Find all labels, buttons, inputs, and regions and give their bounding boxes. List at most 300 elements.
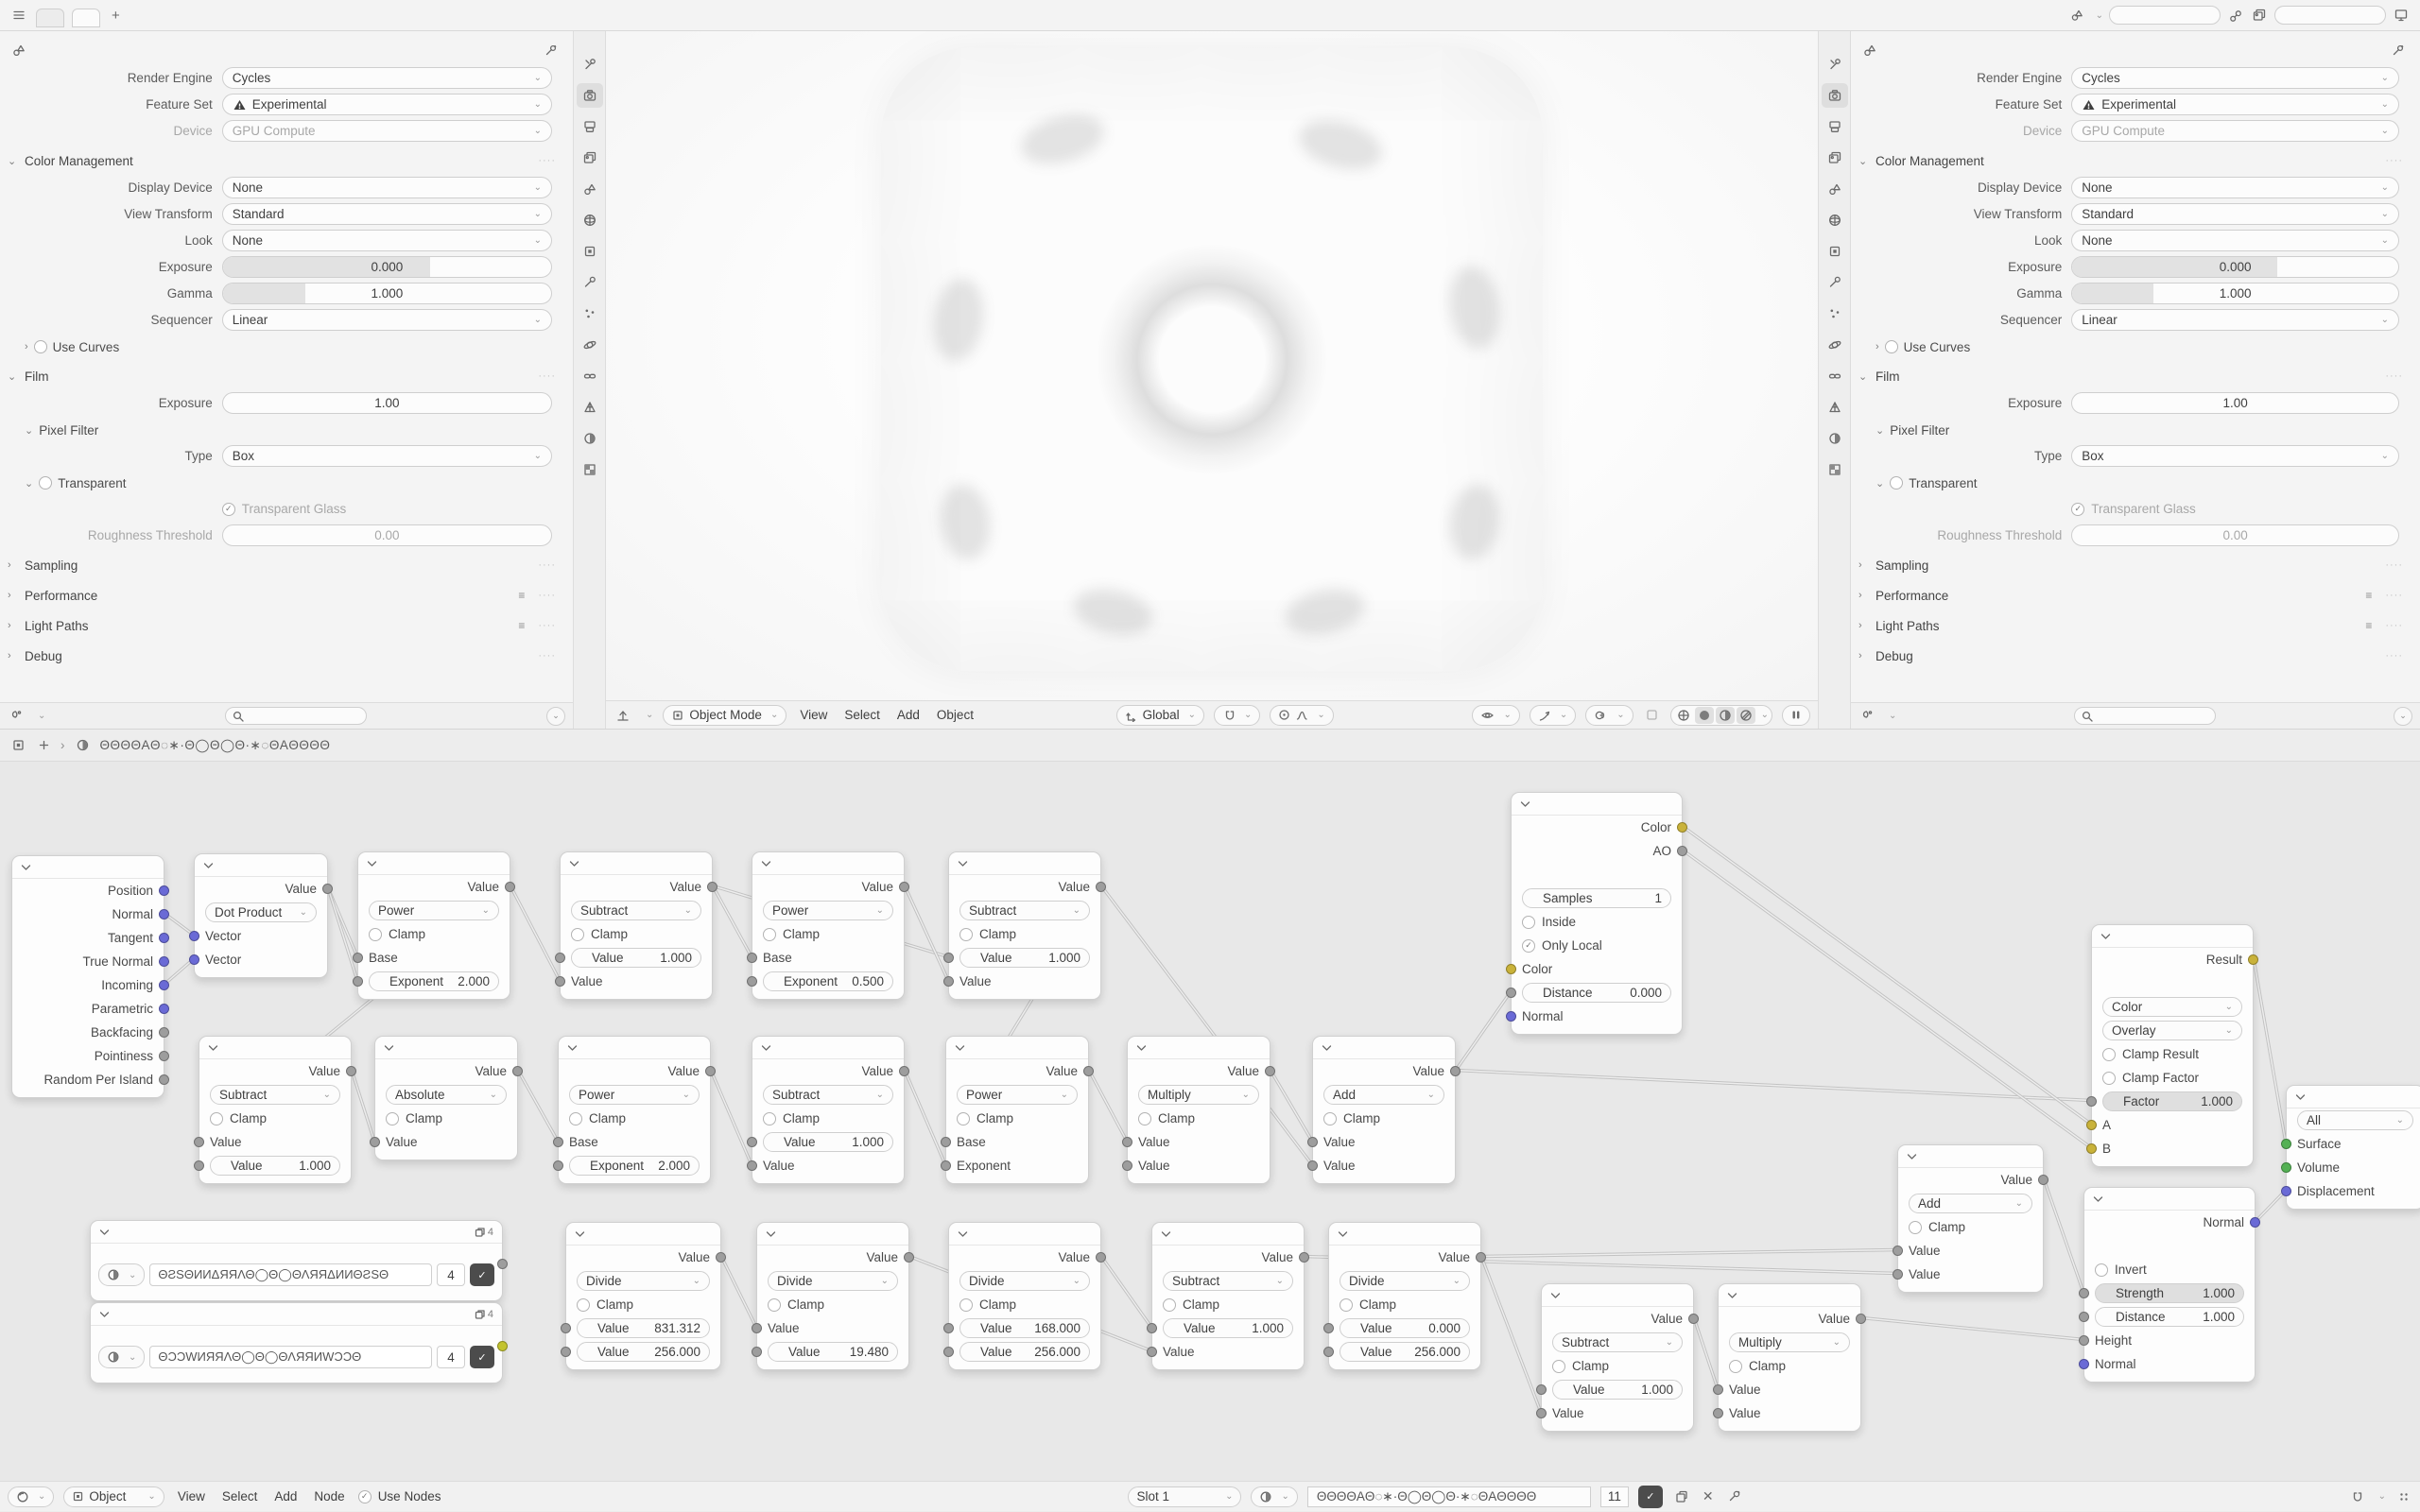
input-socket-value[interactable] [561, 1347, 571, 1357]
operation-select[interactable]: Power ⌄ [957, 1085, 1078, 1105]
clamp-checkbox[interactable]: Clamp [1340, 1297, 1396, 1312]
list-icon[interactable]: ≡ [2365, 619, 2373, 632]
value-value-field[interactable]: Value 256.000 [577, 1342, 710, 1362]
exposure-slider[interactable]: 1.00 [222, 392, 552, 414]
properties-tab-data[interactable] [1822, 395, 1848, 420]
output-socket-value[interactable] [512, 1066, 523, 1076]
feature-set-select[interactable]: Experimental ⌄ [2071, 94, 2399, 115]
output-socket-value[interactable] [1083, 1066, 1094, 1076]
output-socket-value[interactable] [1476, 1252, 1486, 1263]
math-node-power[interactable] [357, 851, 510, 1000]
math-node-divide[interactable] [1328, 1222, 1481, 1370]
properties-tab-view-layer[interactable] [577, 146, 603, 170]
input-socket-height[interactable] [2079, 1335, 2089, 1346]
operation-select[interactable]: Subtract ⌄ [571, 901, 701, 920]
output-socket-pointiness[interactable] [159, 1051, 169, 1061]
drag-dots-icon[interactable]: ···· [538, 590, 556, 601]
clamp-checkbox[interactable]: Clamp [577, 1297, 633, 1312]
drag-dots-icon[interactable]: ···· [2385, 370, 2403, 382]
operation-select[interactable]: Overlay ⌄ [2102, 1021, 2242, 1040]
material-output-node[interactable] [2286, 1085, 2420, 1210]
output-socket-value[interactable] [716, 1252, 726, 1263]
view-layer-name-field[interactable] [2274, 6, 2386, 25]
input-socket-base[interactable] [353, 953, 363, 963]
output-socket-value[interactable] [1688, 1314, 1699, 1324]
input-socket-base[interactable] [747, 953, 757, 963]
menu-select[interactable]: Select [844, 708, 880, 722]
input-socket-base[interactable] [941, 1137, 951, 1147]
node-header[interactable] [752, 852, 904, 875]
input-socket-value[interactable] [1713, 1408, 1723, 1418]
output-socket-ao[interactable] [1677, 846, 1687, 856]
operation-select[interactable]: Power ⌄ [763, 901, 893, 920]
subsection-pixel-filter[interactable]: ⌄ Pixel Filter [25, 422, 99, 438]
properties-tab-constraints[interactable] [577, 364, 603, 388]
node-header[interactable] [1152, 1223, 1304, 1246]
drag-dots-icon[interactable]: ···· [2385, 559, 2403, 571]
node-header[interactable] [2092, 925, 2253, 948]
look-select[interactable]: None ⌄ [222, 230, 552, 251]
math-node-multiply[interactable] [1718, 1283, 1861, 1432]
drag-dots-icon[interactable]: ···· [2385, 590, 2403, 601]
output-socket-value[interactable] [505, 882, 515, 892]
menu-object[interactable]: Object [936, 708, 974, 722]
exponent-value-field[interactable]: Exponent 2.000 [369, 971, 499, 991]
display-device-select[interactable]: None ⌄ [222, 177, 552, 198]
viewport-canvas[interactable] [606, 31, 1818, 700]
editor-type-icon[interactable] [1858, 707, 1877, 726]
use-curves-checkbox[interactable] [1885, 340, 1898, 353]
ambient-occlusion-node[interactable] [1511, 792, 1683, 1035]
overlays-button[interactable]: ⌄ [1585, 705, 1633, 726]
exposure-slider[interactable]: 1.00 [2071, 392, 2399, 414]
clamp-checkbox[interactable]: Clamp [1552, 1359, 1609, 1373]
input-socket-distance[interactable] [1506, 988, 1516, 998]
device-select[interactable]: GPU Compute ⌄ [2071, 120, 2399, 142]
drag-dots-icon[interactable]: ···· [538, 650, 556, 662]
value-value-field[interactable]: Value 1.000 [210, 1156, 340, 1176]
workspace-tab-1[interactable] [36, 9, 64, 27]
properties-search-input[interactable] [2074, 707, 2216, 725]
properties-tab-world[interactable] [1822, 208, 1848, 232]
output-socket-value[interactable] [1096, 882, 1106, 892]
look-select[interactable]: None ⌄ [2071, 230, 2399, 251]
clamp-checkbox[interactable]: Clamp [959, 927, 1016, 941]
only-local-checkbox[interactable]: ✓ Only Local [1522, 938, 1602, 953]
render-engine-select[interactable]: Cycles ⌄ [222, 67, 552, 89]
clamp-result-checkbox[interactable]: Clamp Result [2102, 1047, 2199, 1061]
clamp-checkbox[interactable]: Clamp [210, 1111, 267, 1125]
clamp-checkbox[interactable]: Clamp [763, 1111, 820, 1125]
copy-material-button[interactable] [1672, 1487, 1691, 1506]
output-socket-random-per-island[interactable] [159, 1074, 169, 1085]
output-socket-parametric[interactable] [159, 1004, 169, 1014]
node-header[interactable] [199, 1037, 351, 1059]
options-chevron-button[interactable]: ⌄ [546, 707, 565, 726]
value-value-field[interactable]: Value 168.000 [959, 1318, 1090, 1338]
input-socket-value[interactable] [752, 1323, 762, 1333]
add-workspace-button[interactable]: + [112, 7, 120, 24]
input-socket-value[interactable] [752, 1347, 762, 1357]
slot-select[interactable]: Slot 1 ⌄ [1128, 1486, 1241, 1507]
exposure-slider[interactable]: 0.000 [222, 256, 552, 278]
input-socket-value[interactable] [1307, 1137, 1318, 1147]
view-transform-select[interactable]: Standard ⌄ [2071, 203, 2399, 225]
output-socket-color[interactable] [1677, 822, 1687, 833]
node-header[interactable] [375, 1037, 517, 1059]
editor-type-chevron-icon[interactable]: ⌄ [1889, 711, 1897, 721]
input-socket-strength[interactable] [2079, 1288, 2089, 1298]
material-name-field[interactable]: ΘΘΘΘAΘ◌∗·Θ◯Θ◯Θ·∗◌ΘAΘΘΘΘ [1307, 1486, 1591, 1507]
node-header[interactable] [1898, 1145, 2043, 1168]
input-socket-normal[interactable] [2079, 1359, 2089, 1369]
node-header[interactable] [1512, 793, 1682, 816]
clamp-checkbox[interactable]: Clamp [1909, 1220, 1965, 1234]
input-socket-value[interactable] [1536, 1384, 1547, 1395]
input-socket-volume[interactable] [2281, 1162, 2291, 1173]
math-node-subtract[interactable] [1541, 1283, 1694, 1432]
math-node-divide[interactable] [756, 1222, 909, 1370]
invert-checkbox[interactable]: Invert [2095, 1263, 2147, 1277]
menu-select[interactable]: Select [221, 1489, 258, 1503]
use-nodes-checkbox[interactable]: ✓ Use Nodes [358, 1489, 441, 1503]
use-curves-checkbox[interactable] [34, 340, 47, 353]
transparent-checkbox[interactable] [1890, 476, 1903, 490]
section-sampling[interactable]: › Sampling ···· [1858, 558, 2403, 573]
node-canvas[interactable] [0, 762, 2420, 1481]
sequencer-select[interactable]: Linear ⌄ [222, 309, 552, 331]
menu-icon[interactable] [9, 6, 28, 25]
value-value-field[interactable]: Value 1.000 [571, 948, 701, 968]
input-socket-value[interactable] [1323, 1347, 1334, 1357]
material-users-count[interactable]: 11 [1600, 1486, 1629, 1507]
geometry-node[interactable] [11, 855, 164, 1098]
node-header[interactable] [1313, 1037, 1455, 1059]
display-icon[interactable] [2392, 6, 2411, 25]
properties-tab-render[interactable] [1822, 83, 1848, 108]
drag-dots-icon[interactable]: ···· [2385, 620, 2403, 631]
input-socket-a[interactable] [2086, 1120, 2097, 1130]
datablock-name-field[interactable]: ΘƧSΘИИΔЯЯΛΘ◯Θ◯ΘΛЯЯΔИИΘƧSΘ [149, 1263, 432, 1286]
properties-tab-texture[interactable] [1822, 457, 1848, 482]
output-socket-backfacing[interactable] [159, 1027, 169, 1038]
shader-type-select[interactable]: Object ⌄ [63, 1486, 164, 1507]
clamp-factor-checkbox[interactable]: Clamp Factor [2102, 1071, 2199, 1085]
drag-dots-icon[interactable]: ···· [2385, 650, 2403, 662]
datablock-node[interactable] [90, 1220, 503, 1301]
input-socket-value[interactable] [943, 1323, 954, 1333]
input-socket-distance[interactable] [2079, 1312, 2089, 1322]
exponent-value-field[interactable]: Exponent 0.500 [763, 971, 893, 991]
pin-icon[interactable] [542, 42, 560, 60]
list-icon[interactable]: ≡ [2365, 589, 2373, 602]
properties-tab-scene[interactable] [577, 177, 603, 201]
subsection-pixel-filter[interactable]: ⌄ Pixel Filter [1876, 422, 1950, 438]
section-film[interactable]: ⌄ Film ···· [1858, 369, 2403, 384]
output-socket-value[interactable] [1265, 1066, 1275, 1076]
math-node-power[interactable] [945, 1036, 1089, 1184]
operation-select[interactable]: Add ⌄ [1323, 1085, 1444, 1105]
value-value-field[interactable]: Value 831.312 [577, 1318, 710, 1338]
output-socket[interactable] [497, 1259, 508, 1269]
output-socket-normal[interactable] [2250, 1217, 2260, 1228]
bump-node[interactable] [2083, 1187, 2256, 1383]
shading-solid-button[interactable] [1695, 707, 1714, 724]
roughness-threshold-slider[interactable]: 0.00 [222, 524, 552, 546]
drag-dots-icon[interactable]: ···· [538, 370, 556, 382]
menu-add[interactable]: Add [274, 1489, 298, 1503]
output-socket-value[interactable] [322, 884, 333, 894]
distance-value-field[interactable]: Distance 1.000 [2095, 1307, 2244, 1327]
shading-material-button[interactable] [1716, 707, 1735, 724]
node-header[interactable] [2084, 1188, 2255, 1211]
gamma-slider[interactable]: 1.000 [2071, 283, 2399, 304]
shading-chevron-icon[interactable]: ⌄ [1760, 710, 1769, 720]
node-header[interactable] [12, 856, 164, 879]
clamp-checkbox[interactable]: Clamp [1323, 1111, 1380, 1125]
math-node-add[interactable] [1897, 1144, 2044, 1293]
add-node-tree-icon[interactable] [36, 737, 52, 753]
node-header[interactable] [757, 1223, 908, 1246]
input-socket-value[interactable] [747, 1160, 757, 1171]
input-socket-b[interactable] [2086, 1143, 2097, 1154]
section-sampling[interactable]: › Sampling ···· [8, 558, 556, 573]
node-header[interactable] [1329, 1223, 1480, 1246]
operation-select[interactable]: Subtract ⌄ [1552, 1332, 1683, 1352]
strength-value-field[interactable]: Strength 1.000 [2095, 1283, 2244, 1303]
input-socket-value[interactable] [555, 976, 565, 987]
datablock-browse-button[interactable]: ⌄ [98, 1263, 145, 1286]
node-header[interactable] [1542, 1284, 1693, 1307]
math-node-subtract[interactable] [752, 1036, 905, 1184]
operation-select[interactable]: Subtract ⌄ [763, 1085, 893, 1105]
fake-user-shield-toggle[interactable]: ✓ [1638, 1486, 1663, 1508]
render-engine-select[interactable]: Cycles ⌄ [2071, 67, 2399, 89]
clamp-checkbox[interactable]: Clamp [386, 1111, 442, 1125]
properties-tab-modifiers[interactable] [577, 270, 603, 295]
operation-select[interactable]: Subtract ⌄ [210, 1085, 340, 1105]
input-socket-vector[interactable] [189, 931, 199, 941]
properties-tab-object[interactable] [577, 239, 603, 264]
input-socket-value[interactable] [370, 1137, 380, 1147]
subsection-use-curves[interactable]: › Use Curves [1876, 339, 1971, 354]
node-header[interactable] [2287, 1086, 2420, 1108]
output-socket-value[interactable] [899, 882, 909, 892]
properties-tab-constraints[interactable] [1822, 364, 1848, 388]
transform-orientation-select[interactable]: Global ⌄ [1116, 705, 1204, 726]
clamp-checkbox[interactable]: Clamp [571, 927, 628, 941]
input-socket-normal[interactable] [1506, 1011, 1516, 1022]
options-chevron-button[interactable]: ⌄ [2394, 707, 2412, 726]
input-socket-vector[interactable] [189, 954, 199, 965]
section-debug[interactable]: › Debug ···· [1858, 648, 2403, 663]
section-light-paths[interactable]: › Light Paths ≡ ···· [1858, 618, 2403, 633]
output-socket-value[interactable] [1856, 1314, 1866, 1324]
node-header[interactable] [561, 852, 712, 875]
operation-select[interactable]: Add ⌄ [1909, 1194, 2032, 1213]
value-value-field[interactable]: Value 1.000 [763, 1132, 893, 1152]
input-socket-value[interactable] [1122, 1137, 1132, 1147]
output-socket-value[interactable] [1299, 1252, 1309, 1263]
node-header[interactable] [91, 1303, 502, 1326]
properties-search-input[interactable] [225, 707, 367, 725]
properties-tab-modifiers[interactable] [1822, 270, 1848, 295]
properties-tab-physics[interactable] [1822, 333, 1848, 357]
scene-name-field[interactable] [2109, 6, 2221, 25]
operation-select[interactable]: Divide ⌄ [768, 1271, 898, 1291]
math-node-subtract[interactable] [199, 1036, 352, 1184]
section-color-management[interactable]: ⌄ Color Management ···· [1858, 153, 2403, 168]
factor-value-field[interactable]: Factor 1.000 [2102, 1091, 2242, 1111]
operation-select[interactable]: Absolute ⌄ [386, 1085, 507, 1105]
section-color-management[interactable]: ⌄ Color Management ···· [8, 153, 556, 168]
node-header[interactable] [559, 1037, 710, 1059]
node-header[interactable] [195, 854, 327, 877]
distance-value-field[interactable]: Distance 0.000 [1522, 983, 1671, 1003]
node-header[interactable] [1128, 1037, 1270, 1059]
menu-node[interactable]: Node [314, 1489, 345, 1503]
subsection-transparent[interactable]: ⌄ Transparent [25, 475, 127, 490]
output-socket-position[interactable] [159, 885, 169, 896]
math-node-subtract[interactable] [560, 851, 713, 1000]
properties-tab-particles[interactable] [577, 301, 603, 326]
input-socket-displacement[interactable] [2281, 1186, 2291, 1196]
math-node-divide[interactable] [565, 1222, 721, 1370]
math-node-subtract[interactable] [1151, 1222, 1305, 1370]
shading-wireframe-button[interactable] [1674, 707, 1693, 724]
properties-tab-data[interactable] [577, 395, 603, 420]
node-header[interactable] [1719, 1284, 1860, 1307]
properties-tab-output[interactable] [577, 114, 603, 139]
math-node-power[interactable] [752, 851, 905, 1000]
math-node-absolute[interactable] [374, 1036, 518, 1160]
properties-tab-output[interactable] [1822, 114, 1848, 139]
output-socket-value[interactable] [1096, 1252, 1106, 1263]
datablock-name-field[interactable]: ΘƆƆWИЯЯΛΘ◯Θ◯ΘΛЯЯИWƆƆΘ [149, 1346, 432, 1368]
output-socket-value[interactable] [1450, 1066, 1461, 1076]
input-socket-value[interactable] [194, 1137, 204, 1147]
math-node-add[interactable] [1312, 1036, 1456, 1184]
subsection-transparent[interactable]: ⌄ Transparent [1876, 475, 1978, 490]
operation-select[interactable]: Divide ⌄ [577, 1271, 710, 1291]
node-header[interactable] [949, 852, 1100, 875]
operation-select[interactable]: Color ⌄ [2102, 997, 2242, 1017]
clamp-checkbox[interactable]: Clamp [768, 1297, 824, 1312]
editor-type-icon[interactable] [8, 707, 26, 726]
properties-tab-scene[interactable] [1822, 177, 1848, 201]
input-socket-value[interactable] [1713, 1384, 1723, 1395]
pin-icon[interactable] [2389, 42, 2407, 60]
datablock-users-count[interactable]: 4 [437, 1346, 465, 1368]
mode-select[interactable]: Object Mode ⌄ [663, 705, 786, 726]
drag-dots-icon[interactable]: ···· [538, 620, 556, 631]
shading-rendered-button[interactable] [1737, 707, 1755, 724]
output-socket-tangent[interactable] [159, 933, 169, 943]
operation-select[interactable]: Subtract ⌄ [959, 901, 1090, 920]
pause-button[interactable] [1782, 705, 1810, 726]
gamma-slider[interactable]: 1.000 [222, 283, 552, 304]
unlink-material-button[interactable]: ✕ [1702, 1488, 1714, 1503]
node-header[interactable] [946, 1037, 1088, 1059]
input-socket-value[interactable] [555, 953, 565, 963]
material-browse-button[interactable]: ⌄ [1251, 1486, 1297, 1507]
input-socket-value[interactable] [1323, 1323, 1334, 1333]
section-debug[interactable]: › Debug ···· [8, 648, 556, 663]
transparent-checkbox[interactable] [39, 476, 52, 490]
properties-tab-physics[interactable] [577, 333, 603, 357]
operation-select[interactable]: Divide ⌄ [959, 1271, 1090, 1291]
properties-tab-render[interactable] [577, 83, 603, 108]
datablock-browse-button[interactable]: ⌄ [98, 1346, 145, 1368]
clamp-checkbox[interactable]: Clamp [1138, 1111, 1195, 1125]
menu-add[interactable]: Add [896, 708, 920, 722]
operation-select[interactable]: Divide ⌄ [1340, 1271, 1470, 1291]
properties-tab-particles[interactable] [1822, 301, 1848, 326]
clamp-checkbox[interactable]: Clamp [957, 1111, 1013, 1125]
value-value-field[interactable]: Value 256.000 [959, 1342, 1090, 1362]
datablock-users-count[interactable]: 4 [437, 1263, 465, 1286]
input-socket-value[interactable] [1122, 1160, 1132, 1171]
clamp-checkbox[interactable]: Clamp [369, 927, 425, 941]
sequencer-select[interactable]: Linear ⌄ [2071, 309, 2399, 331]
output-socket-value[interactable] [2038, 1175, 2048, 1185]
value-value-field[interactable]: Value 256.000 [1340, 1342, 1470, 1362]
visibility-button[interactable]: ⌄ [1472, 705, 1519, 726]
input-socket-value[interactable] [194, 1160, 204, 1171]
input-socket-base[interactable] [553, 1137, 563, 1147]
operation-select[interactable]: Subtract ⌄ [1163, 1271, 1293, 1291]
properties-tab-object[interactable] [1822, 239, 1848, 264]
workspace-tab-2[interactable] [72, 9, 100, 27]
input-socket-value[interactable] [1536, 1408, 1547, 1418]
math-node-subtract[interactable] [948, 851, 1101, 1000]
clamp-checkbox[interactable]: Clamp [569, 1111, 626, 1125]
snap-chevron-icon[interactable]: ⌄ [2377, 1491, 2386, 1502]
properties-tab-material[interactable] [1822, 426, 1848, 451]
proportional-editing-button[interactable]: ⌄ [1270, 705, 1333, 726]
output-socket[interactable] [497, 1341, 508, 1351]
shader-editor-type-button[interactable]: ⌄ [8, 1486, 54, 1507]
node-header[interactable] [566, 1223, 720, 1246]
xray-toggle[interactable] [1643, 706, 1661, 724]
value-value-field[interactable]: Value 1.000 [1552, 1380, 1683, 1400]
input-socket-value[interactable] [1893, 1246, 1903, 1256]
operation-select[interactable]: Dot Product ⌄ [205, 902, 317, 922]
input-socket-surface[interactable] [2281, 1139, 2291, 1149]
transparent-glass-checkbox[interactable]: ✓ Transparent Glass [2071, 502, 2399, 516]
pin-icon[interactable] [1725, 1487, 1743, 1505]
properties-tab-material[interactable] [577, 426, 603, 451]
mix-color-node[interactable] [2091, 924, 2254, 1167]
section-film[interactable]: ⌄ Film ···· [8, 369, 556, 384]
output-socket-normal[interactable] [159, 909, 169, 919]
node-header[interactable] [949, 1223, 1100, 1246]
input-socket-exponent[interactable] [747, 976, 757, 987]
output-socket-value[interactable] [705, 1066, 716, 1076]
value-value-field[interactable]: Value 1.000 [959, 948, 1090, 968]
view-transform-select[interactable]: Standard ⌄ [222, 203, 552, 225]
clamp-checkbox[interactable]: Clamp [959, 1297, 1016, 1312]
overlays-grid-icon[interactable] [2395, 1488, 2412, 1505]
input-socket-exponent[interactable] [353, 976, 363, 987]
operation-select[interactable]: Power ⌄ [569, 1085, 700, 1105]
scene-icon[interactable] [2067, 6, 2086, 25]
input-socket-value[interactable] [943, 1347, 954, 1357]
clamp-checkbox[interactable]: Clamp [1163, 1297, 1219, 1312]
feature-set-select[interactable]: Experimental ⌄ [222, 94, 552, 115]
editor-type-chevron-icon[interactable]: ⌄ [38, 711, 46, 721]
node-header[interactable] [358, 852, 510, 875]
